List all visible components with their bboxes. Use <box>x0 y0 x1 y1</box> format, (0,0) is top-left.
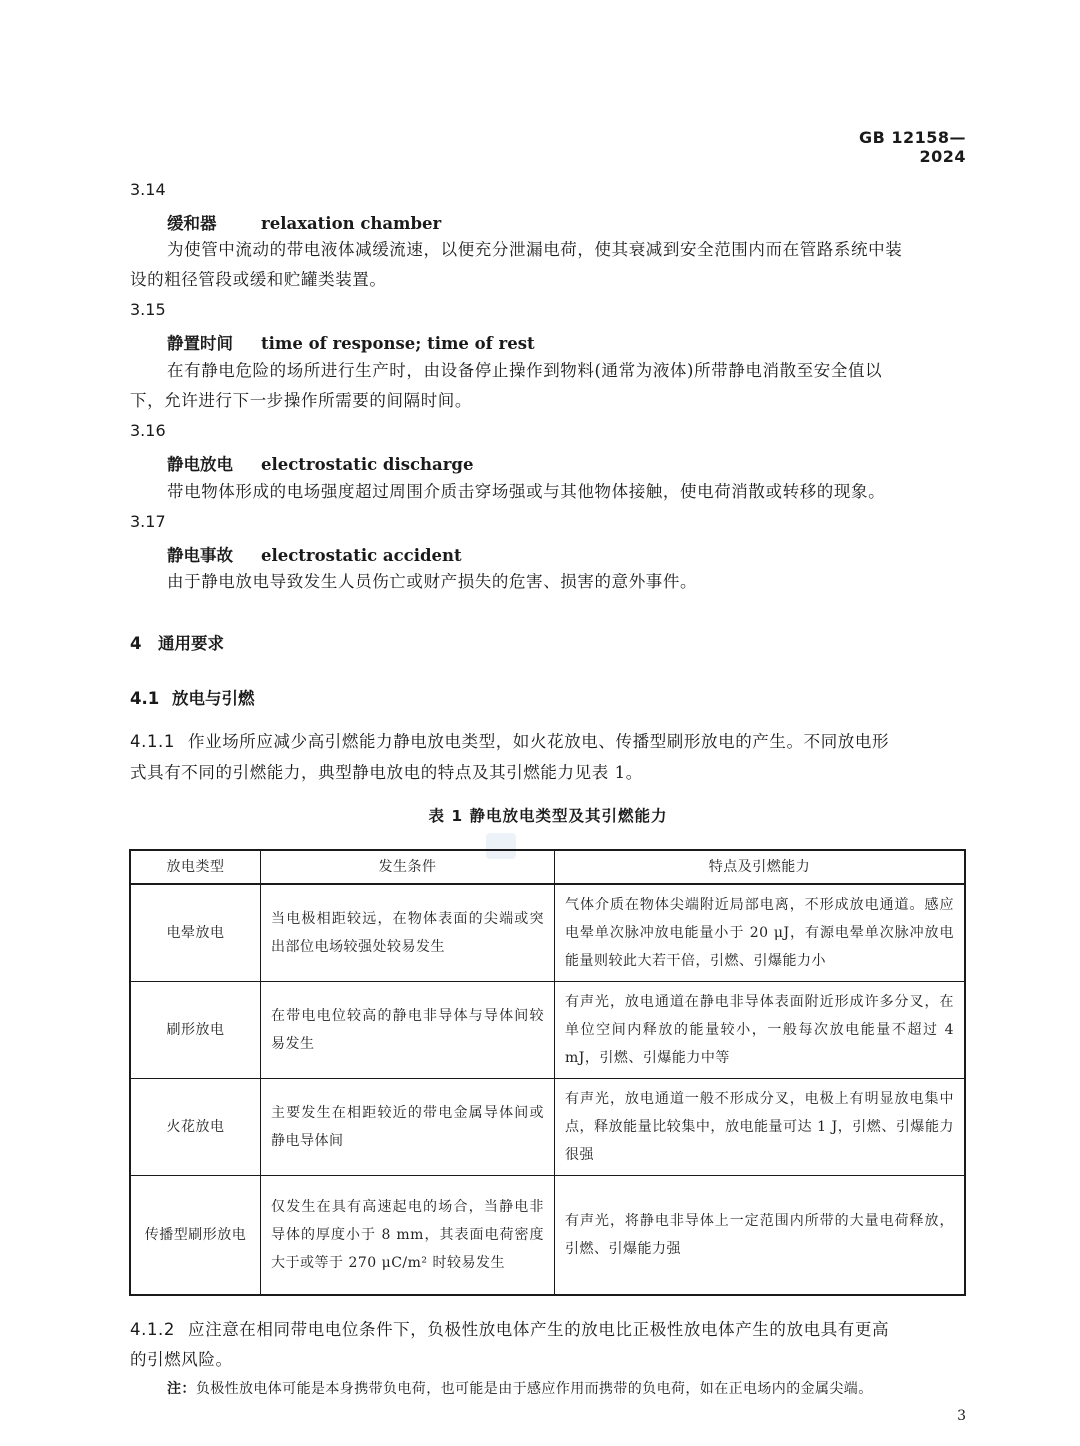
term-definition-line: 在有静电危险的场所进行生产时，由设备停止操作到物料(通常为液体)所带静电消散至安全值以 <box>167 361 883 380</box>
section-heading-4 <box>130 630 224 654</box>
feature-cell: 有声光，将静电非导体上一定范围内所带的大量电荷释放，引燃、引爆能力强 <box>555 1176 966 1296</box>
term-title-3-16 <box>167 451 473 475</box>
table-caption: 表 1 静电放电类型及其引燃能力 <box>428 807 668 825</box>
standard-code: GB 12158—2024 <box>858 128 966 166</box>
discharge-type-cell: 传播型刷形放电 <box>130 1176 261 1296</box>
term-number-3-14: 3.14 <box>130 180 166 199</box>
section-heading-4-1 <box>130 685 255 709</box>
term-zh: 静置时间 <box>167 334 233 353</box>
table-header-cell: 发生条件 <box>261 850 555 884</box>
clause-4-1-2-line: 的引燃风险。 <box>130 1350 233 1369</box>
note-label: 注： <box>167 1381 196 1397</box>
term-en: electrostatic discharge <box>261 455 474 474</box>
table-row <box>130 1176 965 1296</box>
section-title: 放电与引燃 <box>172 689 255 708</box>
term-definition-line: 设的粗径管段或缓和贮罐类装置。 <box>130 270 387 289</box>
term-zh: 缓和器 <box>167 214 217 233</box>
term-en: electrostatic accident <box>261 546 462 565</box>
table-row <box>130 982 965 1079</box>
term-zh: 静电放电 <box>167 455 233 474</box>
feature-cell: 有声光，放电通道在静电非导体表面附近形成许多分叉，在单位空间内释放的能量较小，一般每次放电能量不超过 4 mJ，引燃、引爆能力中等 <box>555 982 966 1079</box>
term-definition-line: 为使管中流动的带电液体减缓流速，以便充分泄漏电荷，使其衰减到安全范围内而在管路系统中装 <box>167 240 903 259</box>
section-number: 4 <box>130 634 142 653</box>
clause-4-1-1-line <box>130 728 889 752</box>
table-header-cell: 放电类型 <box>130 850 261 884</box>
table-header-row <box>130 850 965 884</box>
clause-4-1-1-line: 式具有不同的引燃能力，典型静电放电的特点及其引燃能力见表 1。 <box>130 763 643 782</box>
section-title: 通用要求 <box>158 634 224 653</box>
table-row <box>130 1079 965 1176</box>
discharge-type-cell: 火花放电 <box>130 1079 261 1176</box>
feature-cell: 气体介质在物体尖端附近局部电离，不形成放电通道。感应电晕单次脉冲放电能量小于 20 μJ，有源电晕单次脉冲放电能量则较此大若干倍，引燃、引爆能力小 <box>555 884 966 982</box>
table-header-cell: 特点及引燃能力 <box>555 850 966 884</box>
condition-cell: 仅发生在具有高速起电的场合，当静电非导体的厚度小于 8 mm，其表面电荷密度大于或等于 270 μC/m² 时较易发生 <box>261 1176 555 1296</box>
discharge-type-cell: 电晕放电 <box>130 884 261 982</box>
term-definition-line: 带电物体形成的电场强度超过周围介质击穿场强或与其他物体接触，使电荷消散或转移的现象。 <box>167 482 886 501</box>
feature-cell: 有声光，放电通道一般不形成分叉，电极上有明显放电集中点，释放能量比较集中，放电能量可达 1 J，引燃、引爆能力很强 <box>555 1079 966 1176</box>
term-definition-line: 由于静电放电导致发生人员伤亡或财产损失的危害、损害的意外事件。 <box>167 572 698 591</box>
note-text: 负极性放电体可能是本身携带负电荷，也可能是由于感应作用而携带的负电荷，如在正电场内的金属尖端。 <box>195 1381 873 1397</box>
term-en: relaxation chamber <box>261 214 442 233</box>
term-en: time of response; time of rest <box>261 334 535 353</box>
term-zh: 静电事故 <box>167 546 233 565</box>
term-title-3-17 <box>167 542 462 566</box>
term-number-3-17: 3.17 <box>130 512 166 531</box>
discharge-type-cell: 刷形放电 <box>130 982 261 1079</box>
condition-cell: 主要发生在相距较近的带电金属导体间或静电导体间 <box>261 1079 555 1176</box>
discharge-types-table <box>129 849 966 1296</box>
clause-4-1-2-line <box>130 1316 889 1340</box>
clause-number: 4.1.2 <box>130 1320 175 1339</box>
section-number: 4.1 <box>130 689 160 708</box>
page-number: 3 <box>957 1408 966 1424</box>
term-number-3-16: 3.16 <box>130 421 166 440</box>
term-number-3-15: 3.15 <box>130 300 166 319</box>
term-title-3-14 <box>167 210 441 234</box>
clause-text: 作业场所应减少高引燃能力静电放电类型，如火花放电、传播型刷形放电的产生。不同放电形 <box>188 732 890 751</box>
condition-cell: 当电极相距较远，在物体表面的尖端或突出部位电场较强处较易发生 <box>261 884 555 982</box>
term-title-3-15 <box>167 330 535 354</box>
note <box>167 1378 873 1398</box>
condition-cell: 在带电电位较高的静电非导体与导体间较易发生 <box>261 982 555 1079</box>
clause-number: 4.1.1 <box>130 732 175 751</box>
table-row <box>130 884 965 982</box>
term-definition-line: 下，允许进行下一步操作所需要的间隔时间。 <box>130 391 472 410</box>
clause-text: 应注意在相同带电电位条件下，负极性放电体产生的放电比正极性放电体产生的放电具有更高 <box>188 1320 890 1339</box>
